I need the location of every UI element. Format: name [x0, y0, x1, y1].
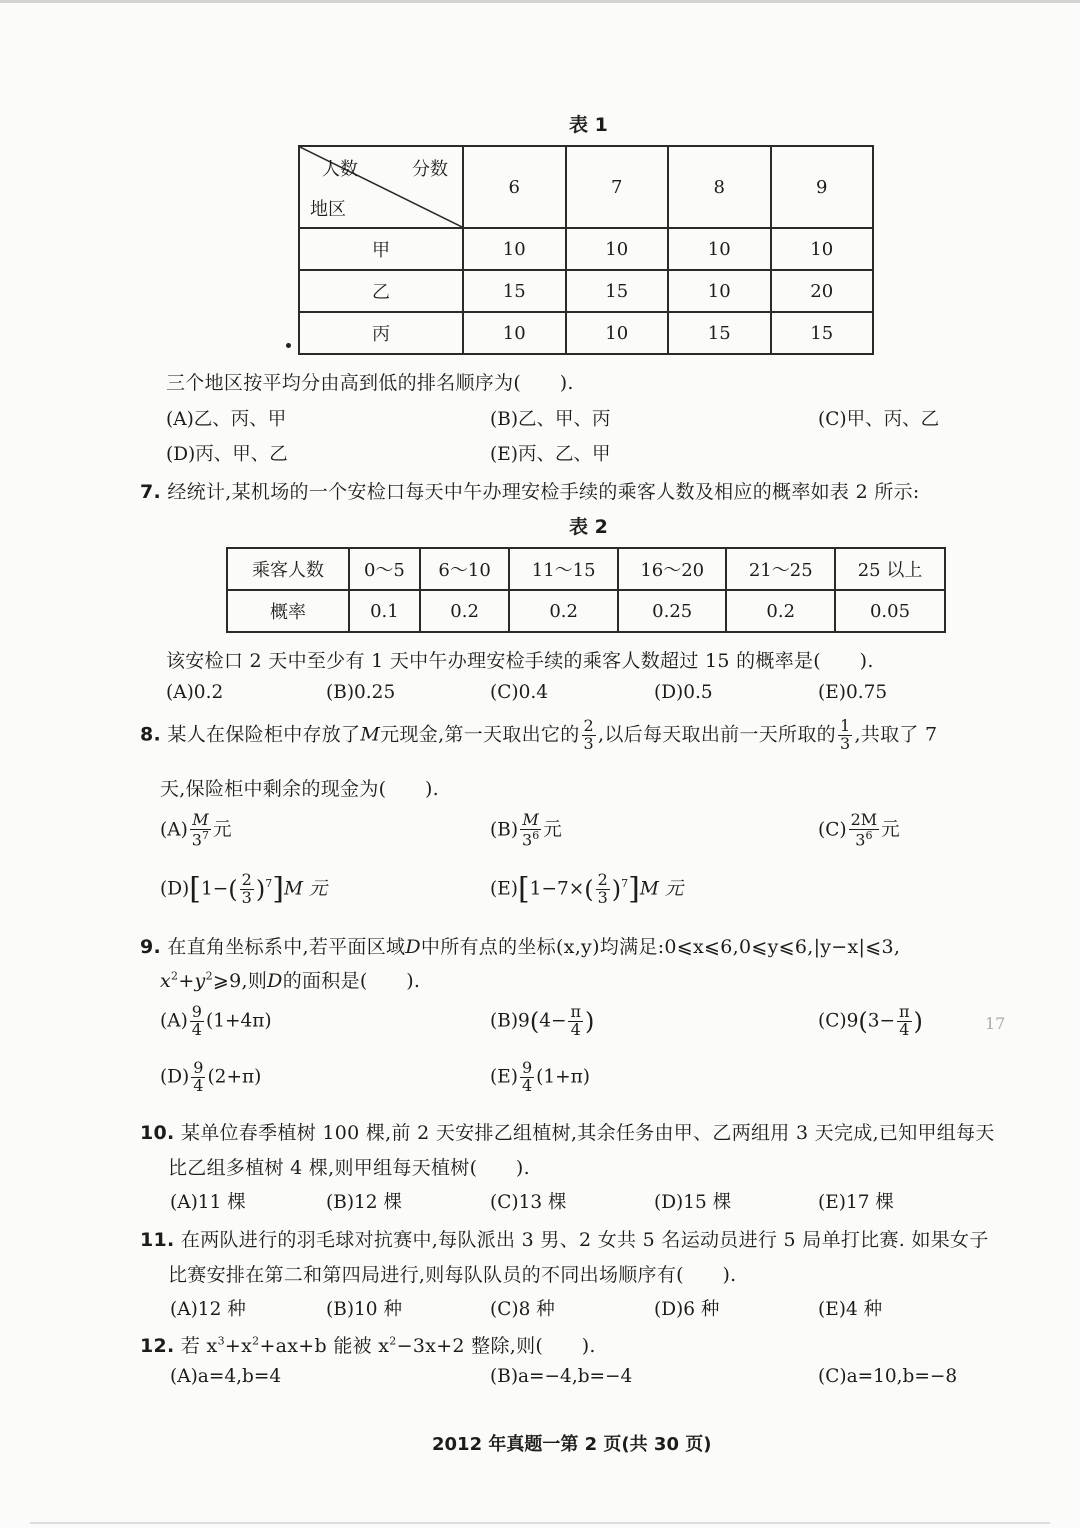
- table-row: [299, 228, 873, 270]
- table-cell: 6～10: [420, 548, 510, 590]
- q8-option-b: [490, 812, 562, 849]
- q9-option-b: [490, 1004, 594, 1039]
- fraction: [190, 812, 211, 849]
- unit: 元: [212, 819, 232, 841]
- table-cell: 10: [566, 312, 669, 354]
- table-cell: 0.05: [835, 590, 945, 632]
- option-label: (D): [160, 1066, 190, 1088]
- numerator: 2: [583, 716, 594, 735]
- table-row: [299, 270, 873, 312]
- q12-text: +x: [224, 1335, 253, 1357]
- table-cell: 10: [771, 228, 874, 270]
- q9-text: ⩾9,则: [212, 970, 268, 992]
- q8-option-a: [160, 812, 232, 849]
- numerator: 9: [521, 1058, 533, 1077]
- q7-stem: 经统计,某机场的一个安检口每天中午办理安检手续的乘客人数及相应的概率如表 2 所示:: [167, 481, 920, 503]
- expr: 3−: [867, 1010, 896, 1032]
- fraction: [520, 812, 541, 849]
- table-cell: 21～25: [726, 548, 835, 590]
- left-paren: (: [529, 1007, 540, 1036]
- q12-text: +ax+b 能被 x: [259, 1335, 390, 1357]
- q9-option-d: [160, 1060, 261, 1095]
- exponent: 7: [265, 877, 273, 891]
- table-cell: 15: [771, 312, 874, 354]
- option-label: (C): [818, 819, 847, 841]
- numerator: 2M: [850, 810, 878, 829]
- fraction-one-third: [838, 718, 852, 753]
- table-cell: 16～20: [618, 548, 727, 590]
- right-bracket: ]: [272, 871, 284, 907]
- corner-score-label: 分数: [412, 159, 448, 180]
- q6-option-e: (E)丙、乙、甲: [490, 444, 611, 465]
- table-cell: 20: [771, 270, 874, 312]
- page-footer: 2012 年真题一第 2 页(共 30 页): [432, 1434, 712, 1455]
- q10-line-2: 比乙组多植树 4 棵,则甲组每天植树( ).: [168, 1157, 530, 1179]
- corner-region-label: 地区: [310, 199, 346, 220]
- q8-text: ,以后每天取出前一天所取的: [598, 723, 836, 746]
- q7-question: 该安检口 2 天中至少有 1 天中午办理安检手续的乘客人数超过 15 的概率是( ).: [166, 650, 874, 672]
- question-number: 7.: [140, 481, 162, 503]
- denominator: 3: [597, 887, 608, 907]
- table-cell: 25 以上: [835, 548, 945, 590]
- q9-text: 中所有点的坐标(x,y)均满足:0⩽x⩽6,0⩽y⩽6,|y−x|⩽3,: [420, 936, 901, 958]
- table-cell: 0.2: [509, 590, 618, 632]
- fraction-pi-quarter: [897, 1004, 912, 1039]
- option-label: (E): [490, 878, 518, 900]
- corner-people-label: 人数: [322, 159, 358, 180]
- q9-line-2: [160, 966, 420, 993]
- var-d: D: [405, 936, 421, 958]
- table-cell: 0.25: [618, 590, 727, 632]
- table-cell: 10: [668, 270, 771, 312]
- q6-option-a: (A)乙、丙、甲: [166, 409, 287, 430]
- expr: 4−: [539, 1010, 567, 1032]
- base: 3: [855, 830, 866, 850]
- table-cell: 11～15: [509, 548, 618, 590]
- table-cell: 10: [463, 312, 566, 354]
- denominator: 4: [570, 1019, 581, 1039]
- left-paren: (: [584, 875, 594, 904]
- q7-option-a: (A)0.2: [166, 682, 224, 703]
- q8-line-1: [140, 718, 937, 753]
- table1: [298, 145, 874, 355]
- expr-tail: M 元: [639, 878, 684, 900]
- page-bottom-edge: [30, 1522, 1050, 1524]
- table2: [226, 547, 946, 633]
- q11-line-2: 比赛安排在第二和第四局进行,则每队队员的不同出场顺序有( ).: [168, 1264, 737, 1286]
- question-number: 10.: [140, 1122, 175, 1144]
- q7-option-d: (D)0.5: [654, 682, 713, 703]
- q6-stem: 三个地区按平均分由高到低的排名顺序为( ).: [166, 372, 574, 394]
- q12-option-c: (C)a=10,b=−8: [818, 1366, 958, 1387]
- option-label: (B)9: [490, 1010, 530, 1032]
- table2-caption: 表 2: [569, 516, 608, 538]
- denominator: 4: [521, 1075, 533, 1095]
- q7-option-c: (C)0.4: [490, 682, 549, 703]
- table1-header-cell: 7: [566, 146, 669, 228]
- numerator: 1: [839, 716, 851, 735]
- table1-header-cell: 9: [771, 146, 874, 228]
- table-row: [227, 548, 945, 590]
- table-cell: 0.2: [420, 590, 510, 632]
- exponent: 2: [389, 1334, 397, 1348]
- table-cell: 15: [463, 270, 566, 312]
- option-label: (C)9: [818, 1010, 859, 1032]
- denominator: 4: [191, 1019, 202, 1039]
- q8-option-c: [818, 812, 900, 849]
- table-cell: 15: [668, 312, 771, 354]
- q9-option-c: [818, 1004, 923, 1039]
- fraction-nine-quarters: [190, 1004, 204, 1039]
- denominator: [849, 830, 880, 849]
- page-top-edge: [0, 0, 1080, 3]
- expr: 1−: [201, 878, 229, 900]
- option-label: (D): [160, 878, 190, 900]
- table-cell: 0.1: [349, 590, 420, 632]
- fraction-two-thirds: [582, 718, 596, 753]
- expr-tail: (2+π): [207, 1066, 262, 1088]
- left-paren: (: [858, 1007, 868, 1036]
- q11-option-a: (A)12 种: [170, 1299, 246, 1320]
- q9-option-a: [160, 1004, 272, 1039]
- table1-header-cell: 8: [668, 146, 771, 228]
- question-number: 12.: [140, 1335, 175, 1357]
- left-bracket: [: [189, 871, 201, 907]
- left-bracket: [: [517, 871, 530, 907]
- right-paren: ): [584, 1007, 595, 1036]
- exponent: 2: [252, 1334, 260, 1348]
- denominator: [520, 830, 541, 849]
- var-m: M: [360, 723, 381, 746]
- q8-line-2: 天,保险柜中剩余的现金为( ).: [160, 778, 440, 800]
- q8-option-e: [490, 872, 683, 907]
- expr-tail: (1+π): [536, 1066, 591, 1088]
- q9-text: 在直角坐标系中,若平面区域: [167, 936, 406, 958]
- q11-line-1: [140, 1225, 989, 1252]
- right-paren: ): [913, 1007, 923, 1036]
- numerator: 2: [241, 870, 252, 889]
- region-cell: 甲: [299, 228, 463, 270]
- stray-dot: [286, 343, 291, 348]
- denominator: 3: [583, 733, 594, 753]
- denominator: 4: [193, 1075, 204, 1095]
- q9-text: 的面积是( ).: [282, 970, 421, 992]
- table-cell: 10: [463, 228, 566, 270]
- numerator: M: [190, 812, 211, 830]
- denominator: 4: [899, 1019, 910, 1039]
- q8-text: 元现金,第一天取出它的: [380, 723, 580, 746]
- option-label: (A): [160, 1010, 188, 1032]
- q7-line: [140, 477, 920, 504]
- q11-option-d: (D)6 种: [654, 1299, 720, 1320]
- option-label: (E): [490, 1066, 518, 1088]
- right-bracket: ]: [628, 871, 640, 907]
- exponent: 2: [205, 969, 213, 983]
- numerator: M: [520, 812, 541, 830]
- expr-tail: M 元: [283, 878, 328, 900]
- numerator: 9: [193, 1058, 204, 1077]
- q6-option-b: (B)乙、甲、丙: [490, 409, 611, 430]
- q8-text: 某人在保险柜中存放了: [167, 723, 361, 746]
- table-row: [299, 312, 873, 354]
- table-row: [227, 590, 945, 632]
- q8-option-d: [160, 872, 327, 907]
- base: 3: [522, 830, 533, 850]
- var-d: D: [267, 970, 283, 992]
- region-cell: 乙: [299, 270, 463, 312]
- right-paren: ): [611, 875, 622, 904]
- q6-option-d: (D)丙、甲、乙: [166, 444, 288, 465]
- q12-option-b: (B)a=−4,b=−4: [490, 1366, 633, 1387]
- q7-option-e: (E)0.75: [818, 682, 888, 703]
- table-cell: 0～5: [349, 548, 420, 590]
- right-paren: ): [255, 875, 266, 904]
- question-number: 9.: [140, 936, 162, 958]
- table-cell: 0.2: [726, 590, 835, 632]
- table1-caption: 表 1: [569, 114, 608, 136]
- table1-header-cell: 6: [463, 146, 566, 228]
- q10-text: 某单位春季植树 100 棵,前 2 天安排乙组植树,其余任务由甲、乙两组用 3 天完成,已知甲组每天: [180, 1122, 995, 1144]
- q7-option-b: (B)0.25: [326, 682, 396, 703]
- fraction: [849, 812, 880, 849]
- q11-text: 在两队进行的羽毛球对抗赛中,每队派出 3 男、2 女共 5 名运动员进行 5 局单打比赛. 如果女子: [180, 1229, 989, 1251]
- q11-option-c: (C)8 种: [490, 1299, 555, 1320]
- q10-line-1: [140, 1118, 995, 1145]
- denominator: 3: [839, 733, 851, 753]
- q12-text: −3x+2 整除,则( ).: [396, 1335, 596, 1357]
- q10-option-b: (B)12 棵: [326, 1192, 402, 1213]
- q11-option-b: (B)10 种: [326, 1299, 402, 1320]
- scan-noise-text: 17: [985, 1014, 1006, 1033]
- var-y: +y: [178, 970, 206, 992]
- q10-option-d: (D)15 棵: [654, 1192, 732, 1213]
- q12-text: 若 x: [180, 1335, 218, 1357]
- expr: 1−7×: [529, 878, 585, 900]
- q11-option-e: (E)4 种: [818, 1299, 883, 1320]
- numerator: 2: [597, 870, 608, 889]
- exponent: 2: [171, 969, 179, 983]
- fraction-nine-quarters: [191, 1060, 205, 1095]
- left-paren: (: [228, 875, 238, 904]
- base: 3: [191, 830, 202, 850]
- exponent: 6: [865, 828, 873, 842]
- fraction-pi-quarter: [568, 1004, 583, 1039]
- exponent: 6: [532, 828, 540, 842]
- q8-text: ,共取了 7: [854, 723, 938, 746]
- table-cell: 15: [566, 270, 669, 312]
- denominator: 3: [241, 887, 252, 907]
- fraction-two-thirds: [240, 872, 254, 907]
- table1-corner-cell: [299, 146, 463, 228]
- q6-option-c: (C)甲、丙、乙: [818, 409, 940, 430]
- table-cell: 10: [566, 228, 669, 270]
- numerator: 9: [191, 1002, 202, 1021]
- row-label-cell: 概率: [227, 590, 349, 632]
- question-number: 11.: [140, 1229, 175, 1251]
- q10-option-e: (E)17 棵: [818, 1192, 894, 1213]
- exponent: 7: [621, 877, 629, 891]
- q10-option-c: (C)13 棵: [490, 1192, 567, 1213]
- numerator: π: [570, 1002, 581, 1021]
- denominator: [190, 830, 211, 849]
- unit: 元: [881, 819, 900, 841]
- table-cell: 10: [668, 228, 771, 270]
- exponent: 7: [201, 828, 209, 842]
- fraction-two-thirds: [596, 872, 610, 907]
- question-number: 8.: [140, 723, 162, 746]
- numerator: π: [899, 1002, 910, 1021]
- row-label-cell: 乘客人数: [227, 548, 349, 590]
- q12-option-a: (A)a=4,b=4: [170, 1366, 282, 1387]
- exponent: 3: [217, 1334, 225, 1348]
- q10-option-a: (A)11 棵: [170, 1192, 246, 1213]
- option-label: (B): [490, 819, 519, 841]
- q12-line: [140, 1331, 596, 1358]
- var-x: x: [160, 970, 172, 992]
- expr-tail: (1+4π): [205, 1010, 272, 1032]
- q9-option-e: [490, 1060, 590, 1095]
- q9-line-1: [140, 932, 900, 959]
- unit: 元: [543, 819, 562, 841]
- fraction-nine-quarters: [520, 1060, 534, 1095]
- region-cell: 丙: [299, 312, 463, 354]
- option-label: (A): [160, 819, 188, 841]
